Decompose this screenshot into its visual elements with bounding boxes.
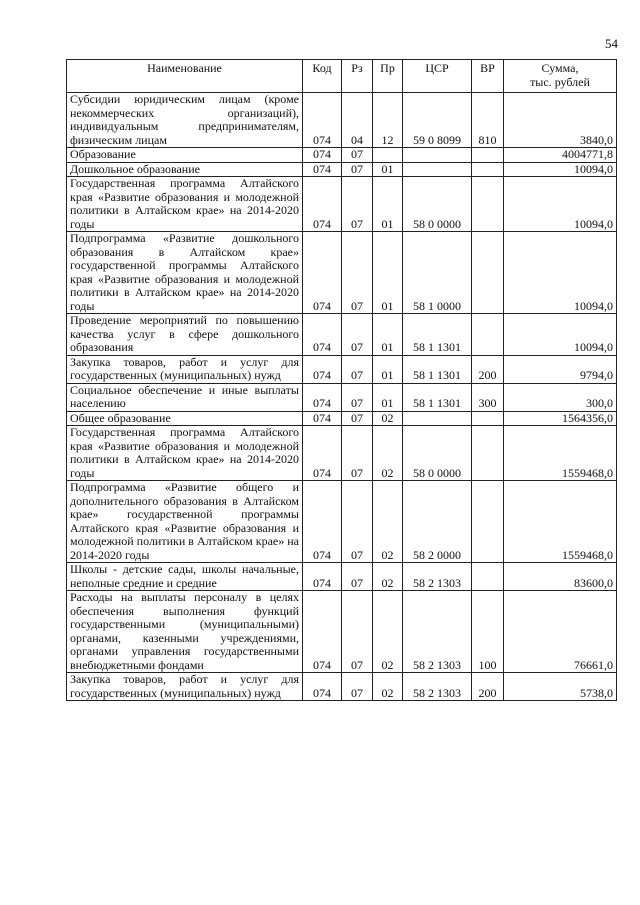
header-kod: Код <box>303 60 342 93</box>
row-name: Закупка товаров, работ и услуг для государственных (муниципальных) нужд <box>67 355 303 383</box>
row-kod: 074 <box>303 148 342 163</box>
row-vr: 300 <box>472 383 504 411</box>
row-pr: 02 <box>373 481 403 563</box>
table-row <box>67 355 617 383</box>
row-rz: 07 <box>342 314 373 356</box>
table-row <box>67 426 617 481</box>
table-row <box>67 411 617 426</box>
row-vr <box>472 162 504 177</box>
row-vr <box>472 563 504 591</box>
row-sum: 1564356,0 <box>504 411 617 426</box>
row-sum: 10094,0 <box>504 177 617 232</box>
row-csr: 58 0 0000 <box>403 426 472 481</box>
row-rz: 07 <box>342 426 373 481</box>
row-vr: 810 <box>472 93 504 148</box>
row-rz: 07 <box>342 232 373 314</box>
row-vr <box>472 411 504 426</box>
row-kod: 074 <box>303 177 342 232</box>
row-sum: 4004771,8 <box>504 148 617 163</box>
row-sum: 3840,0 <box>504 93 617 148</box>
budget-table <box>66 59 617 701</box>
row-kod: 074 <box>303 314 342 356</box>
row-name: Социальное обеспечение и иные выплаты населению <box>67 383 303 411</box>
row-csr: 59 0 8099 <box>403 93 472 148</box>
table-header-row <box>67 60 617 93</box>
row-csr <box>403 162 472 177</box>
row-vr <box>472 481 504 563</box>
row-sum: 1559468,0 <box>504 426 617 481</box>
row-kod: 074 <box>303 481 342 563</box>
row-name: Закупка товаров, работ и услуг для государственных (муниципальных) нужд <box>67 673 303 701</box>
row-kod: 074 <box>303 162 342 177</box>
row-kod: 074 <box>303 591 342 673</box>
row-csr: 58 1 1301 <box>403 355 472 383</box>
table-row <box>67 93 617 148</box>
row-name: Подпрограмма «Развитие дошкольного образования в Алтайском крае» государственной программы Алтайского края «Развитие образования и молодежной политики в Алтайском крае» на 2014-2020 годы <box>67 232 303 314</box>
row-pr: 01 <box>373 383 403 411</box>
header-sum-line2: тыс. рублей <box>530 74 590 89</box>
row-vr: 200 <box>472 673 504 701</box>
row-csr: 58 0 0000 <box>403 177 472 232</box>
row-rz: 07 <box>342 148 373 163</box>
row-rz: 07 <box>342 383 373 411</box>
row-sum: 1559468,0 <box>504 481 617 563</box>
row-vr <box>472 232 504 314</box>
row-vr <box>472 314 504 356</box>
row-pr: 01 <box>373 314 403 356</box>
row-sum: 10094,0 <box>504 314 617 356</box>
row-pr: 02 <box>373 426 403 481</box>
row-vr: 100 <box>472 591 504 673</box>
row-rz: 07 <box>342 591 373 673</box>
row-csr <box>403 411 472 426</box>
table-row <box>67 232 617 314</box>
row-name: Школы - детские сады, школы начальные, неполные средние и средние <box>67 563 303 591</box>
row-kod: 074 <box>303 383 342 411</box>
row-rz: 07 <box>342 481 373 563</box>
row-kod: 074 <box>303 411 342 426</box>
table-row <box>67 383 617 411</box>
row-name: Образование <box>67 148 303 163</box>
header-rz: Рз <box>342 60 373 93</box>
row-name: Расходы на выплаты персоналу в целях обеспечения выполнения функций государственными (муниципальными) органами, казенными учреждениями, органами управления государственными внебюджетными фондами <box>67 591 303 673</box>
row-pr: 12 <box>373 93 403 148</box>
table-row <box>67 481 617 563</box>
table-row <box>67 673 617 701</box>
row-csr: 58 2 0000 <box>403 481 472 563</box>
header-vr: ВР <box>472 60 504 93</box>
row-pr: 01 <box>373 232 403 314</box>
row-sum: 76661,0 <box>504 591 617 673</box>
row-kod: 074 <box>303 232 342 314</box>
row-sum: 83600,0 <box>504 563 617 591</box>
row-vr <box>472 426 504 481</box>
row-vr <box>472 148 504 163</box>
header-sum-line1: Сумма, <box>541 61 579 75</box>
row-pr <box>373 148 403 163</box>
row-pr: 01 <box>373 162 403 177</box>
row-vr: 200 <box>472 355 504 383</box>
row-sum: 300,0 <box>504 383 617 411</box>
table-row <box>67 563 617 591</box>
row-name: Дошкольное образование <box>67 162 303 177</box>
row-sum: 9794,0 <box>504 355 617 383</box>
row-pr: 02 <box>373 563 403 591</box>
row-csr: 58 2 1303 <box>403 673 472 701</box>
table-row <box>67 162 617 177</box>
row-kod: 074 <box>303 355 342 383</box>
row-pr: 02 <box>373 591 403 673</box>
header-csr: ЦСР <box>403 60 472 93</box>
row-kod: 074 <box>303 673 342 701</box>
header-name: Наименование <box>67 60 303 93</box>
row-rz: 07 <box>342 563 373 591</box>
row-csr: 58 1 1301 <box>403 383 472 411</box>
row-kod: 074 <box>303 563 342 591</box>
row-csr <box>403 148 472 163</box>
header-sum <box>504 60 617 93</box>
row-name: Проведение мероприятий по повышению качества услуг в сфере дошкольного образования <box>67 314 303 356</box>
row-csr: 58 1 0000 <box>403 232 472 314</box>
table-row <box>67 177 617 232</box>
table-row <box>67 148 617 163</box>
row-name: Государственная программа Алтайского края «Развитие образования и молодежной политики в Алтайском крае» на 2014-2020 годы <box>67 177 303 232</box>
row-name: Подпрограмма «Развитие общего и дополнительного образования в Алтайском крае» государственной программы Алтайского края «Развитие образования и молодежной политики в Алтайском крае» на 2014-2020 годы <box>67 481 303 563</box>
row-pr: 01 <box>373 177 403 232</box>
header-pr: Пр <box>373 60 403 93</box>
row-rz: 07 <box>342 162 373 177</box>
table-row <box>67 314 617 356</box>
row-sum: 10094,0 <box>504 162 617 177</box>
row-sum: 5738,0 <box>504 673 617 701</box>
row-pr: 02 <box>373 411 403 426</box>
row-kod: 074 <box>303 93 342 148</box>
row-name: Общее образование <box>67 411 303 426</box>
row-csr: 58 2 1303 <box>403 591 472 673</box>
row-rz: 07 <box>342 355 373 383</box>
row-rz: 07 <box>342 411 373 426</box>
row-sum: 10094,0 <box>504 232 617 314</box>
row-rz: 04 <box>342 93 373 148</box>
row-csr: 58 1 1301 <box>403 314 472 356</box>
row-name: Субсидии юридическим лицам (кроме некоммерческих организаций), индивидуальным предпринимателям, физическим лицам <box>67 93 303 148</box>
page-number: 54 <box>605 36 618 51</box>
row-vr <box>472 177 504 232</box>
row-rz: 07 <box>342 673 373 701</box>
row-kod: 074 <box>303 426 342 481</box>
row-name: Государственная программа Алтайского края «Развитие образования и молодежной политики в Алтайском крае» на 2014-2020 годы <box>67 426 303 481</box>
row-pr: 01 <box>373 355 403 383</box>
table-row <box>67 591 617 673</box>
row-csr: 58 2 1303 <box>403 563 472 591</box>
row-rz: 07 <box>342 177 373 232</box>
row-pr: 02 <box>373 673 403 701</box>
